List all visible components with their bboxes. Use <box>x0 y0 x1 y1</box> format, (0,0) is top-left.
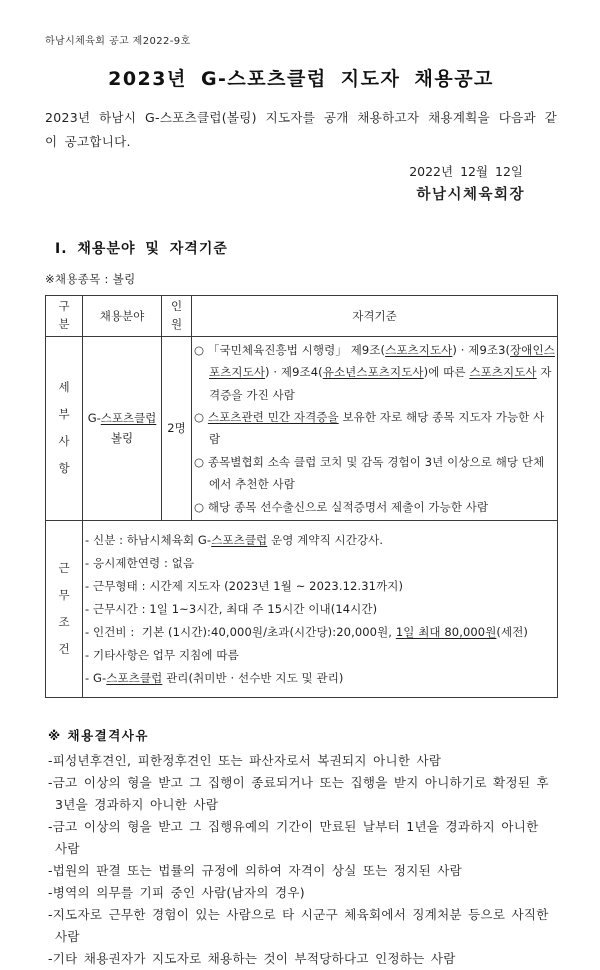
text-segment: )에 따른 <box>423 365 470 380</box>
underlined-text: 스포츠클럽 <box>211 532 268 547</box>
disqualification-item: -기타 채용권자가 지도자로 채용하는 것이 부적당하다고 인정하는 사람 <box>48 951 456 967</box>
disqualification-item: -지도자로 근무한 경험이 있는 사람으로 타 시군구 체육회에서 징계처분 등으로 사직한 사람 <box>48 907 555 945</box>
text-segment: ) · 제9조4( <box>265 365 323 380</box>
text-segment: ○ 종목별협회 소속 클럽 코치 및 감독 경험이 3년 이상으로 해당 단체에서 추천한 사람 <box>194 454 545 492</box>
work-detail-item <box>85 621 555 644</box>
underlined-text: 스포츠관련 민간 자격증을 <box>207 410 339 425</box>
table-header-row <box>46 295 558 336</box>
intro-paragraph: 2023년 하남시 G-스포츠클럽(볼링) 지도자를 공개 채용하고자 채용계획을 다음과 같이 공고합니다. <box>45 110 557 150</box>
text-segment: 자격증을 가진 사람 <box>209 365 552 402</box>
recruitment-table <box>45 295 558 698</box>
text-segment: 관리(취미반 · 선수반 지도 및 관리) <box>162 670 344 685</box>
table-row-work-conditions <box>46 521 558 698</box>
text-segment: - G- <box>85 670 107 685</box>
underlined-text: 스포츠지도사 <box>385 342 453 357</box>
disqualification-list <box>48 750 557 970</box>
col-header-category-label: 구분 <box>58 298 70 331</box>
underlined-text: 1일 최대 80,000원 <box>395 624 497 639</box>
text-segment: 보유한 자로 해당 종목 지도자 가능한 사람 <box>209 410 545 447</box>
text-segment: - 응시제한연령 : 없음 <box>85 555 195 570</box>
cell-field <box>83 336 162 520</box>
work-details-list <box>85 529 555 690</box>
announcement-date: 2022년 12월 12일 <box>409 163 523 179</box>
cell-criteria <box>192 336 558 520</box>
cell-work-details <box>83 521 558 698</box>
category-details-label: 세부사항 <box>58 380 70 476</box>
work-detail-item <box>85 667 555 690</box>
criteria-list <box>194 339 555 518</box>
criteria-item <box>194 451 555 496</box>
notice-number: 하남시체육회 공고 제2022-9호 <box>45 36 191 47</box>
underlined-text: 스포츠클럽 <box>100 410 157 425</box>
disqualification-item: -금고 이상의 형을 받고 그 집행이 종료되거나 또는 집행을 받지 아니하기로 확정된 후 3년을 경과하지 아니한 사람 <box>48 775 556 813</box>
col-header-count-label: 인원 <box>170 298 183 331</box>
underlined-text: 스포츠지도사 <box>469 365 537 380</box>
document-title: 2023년 G-스포츠클럽 지도자 채용공고 <box>108 68 494 90</box>
underlined-text: 장애인스포츠지도사 <box>209 342 555 380</box>
col-header-count <box>162 295 192 336</box>
field-line <box>85 408 159 429</box>
cell-count: 2명 <box>162 336 192 520</box>
work-detail-item <box>85 552 555 575</box>
col-header-criteria: 자격기준 <box>192 295 558 336</box>
underlined-text: 유소년스포츠지도사 <box>322 365 424 380</box>
recruitment-sport-note: ※채용종목 : 볼링 <box>45 271 136 286</box>
text-segment: 볼링 <box>110 431 134 446</box>
disqualification-section <box>48 726 557 970</box>
field-name <box>85 408 159 449</box>
text-segment: - 근무형태 : 시간제 지도자 (2023년 1월 ~ 2023.12.31까지) <box>85 578 404 593</box>
text-segment: G- <box>87 410 101 425</box>
disqualification-heading: ※ 채용결격사유 <box>48 728 149 744</box>
text-segment: (세전) <box>496 624 529 639</box>
text-segment: ○ 해당 종목 선수출신으로 실적증명서 제출이 가능한 사람 <box>194 499 489 514</box>
criteria-item <box>194 496 555 518</box>
signature-issuer: 하남시체육회장 <box>416 186 525 203</box>
work-detail-item <box>85 575 555 598</box>
section-heading-recruitment: Ⅰ. 채용분야 및 자격기준 <box>55 240 228 257</box>
work-detail-item <box>85 644 555 667</box>
criteria-item <box>194 406 555 451</box>
text-segment: - 근무시간 : 1일 1~3시간, 최대 주 15시간 이내(14시간) <box>85 601 378 616</box>
field-line <box>85 428 159 449</box>
disqualification-item: -피성년후견인, 피한정후견인 또는 파산자로서 복권되지 아니한 사람 <box>48 753 442 769</box>
text-segment: ) · 제9조3( <box>452 342 511 357</box>
col-header-category <box>46 295 83 336</box>
work-detail-item <box>85 598 555 621</box>
disqualification-item: -병역의 의무를 기피 중인 사람(남자의 경우) <box>48 885 305 901</box>
disqualification-item: -금고 이상의 형을 받고 그 집행유예의 기간이 만료된 날부터 1년을 경과하지 아니한 사람 <box>48 819 545 857</box>
col-header-field: 채용분야 <box>83 295 162 336</box>
criteria-item <box>194 339 555 406</box>
text-segment: - 신분 : 하남시체육회 G- <box>85 532 212 547</box>
cell-category-details <box>46 336 83 520</box>
text-segment: 운영 계약직 시간강사. <box>267 532 384 547</box>
work-detail-item <box>85 529 555 552</box>
text-segment: - 인건비 : 기본 (1시간):40,000원/초과(시간당):20,000원, <box>85 624 396 639</box>
text-segment: - 기타사항은 업무 지침에 따름 <box>85 647 239 662</box>
text-segment: ○ <box>194 410 208 425</box>
table-row-details <box>46 336 558 520</box>
category-work-label: 근무조건 <box>58 561 70 657</box>
disqualification-item: -법원의 판결 또는 법률의 규정에 의하여 자격이 상실 또는 정지된 사람 <box>48 863 463 879</box>
cell-category-work <box>46 521 83 698</box>
text-segment: ○ 「국민체육진흥법 시행령」 제9조( <box>194 342 386 357</box>
underlined-text: 스포츠클럽 <box>106 670 163 685</box>
